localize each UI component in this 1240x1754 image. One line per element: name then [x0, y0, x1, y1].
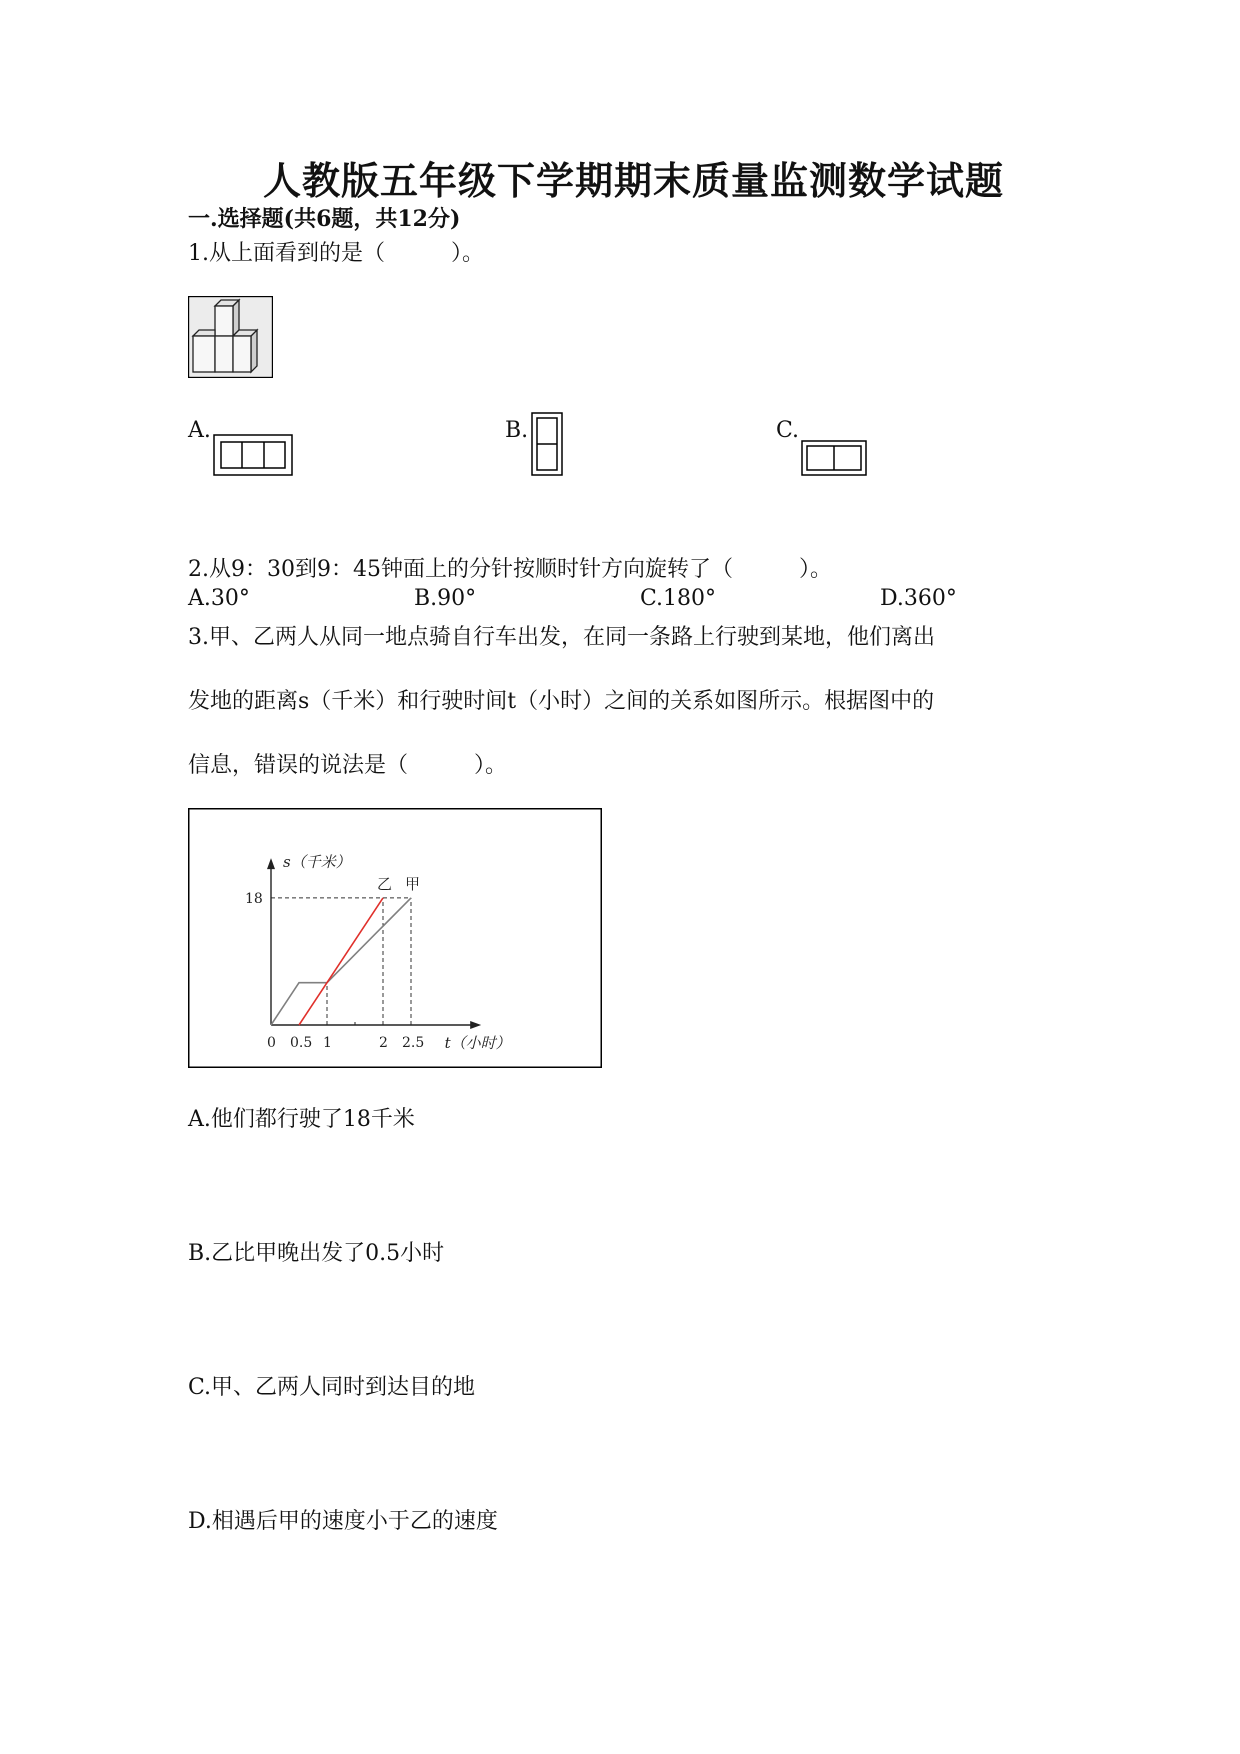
- q3-option-c: C.甲、乙两人同时到达目的地: [188, 1375, 476, 1400]
- y-axis-label: s（千米）: [283, 853, 351, 872]
- question-1-stem: 1.从上面看到的是（ ）。: [188, 241, 484, 266]
- q1-option-a-figure: [213, 434, 293, 480]
- q3-option-d: D.相遇后甲的速度小于乙的速度: [188, 1509, 498, 1534]
- q1-option-c-label: C.: [776, 418, 800, 443]
- series-label-1: 乙: [377, 874, 393, 893]
- q1-option-b-figure: [531, 412, 563, 480]
- q1-option-c-figure: [801, 440, 867, 480]
- q1-option-b-label: B.: [505, 418, 529, 443]
- x-tick-label: 0: [267, 1035, 276, 1051]
- x-tick-label: 0.5: [290, 1035, 313, 1051]
- x-tick-label: 1: [323, 1035, 332, 1051]
- y-tick-label: 18: [245, 890, 263, 907]
- q3-option-b: B.乙比甲晚出发了0.5小时: [188, 1241, 445, 1266]
- q1-option-a-label: A.: [188, 418, 211, 443]
- question-3-stem-line-2: 发地的距离s（千米）和行驶时间t（小时）之间的关系如图所示。根据图中的: [188, 689, 935, 714]
- x-axis-label: t（小时）: [444, 1034, 511, 1052]
- chart-frame: [189, 809, 602, 1068]
- q3-option-a: A.他们都行驶了18千米: [188, 1107, 415, 1132]
- section-heading: 一.选择题(共6题，共12分): [188, 206, 461, 232]
- q2-option-b: B.90°: [414, 586, 477, 611]
- question-2-stem: 2.从9：30到9：45钟面上的分针按顺时针方向旋转了（ ）。: [188, 557, 832, 582]
- series-label-0: 甲: [405, 874, 421, 893]
- question-3-stem-line-1: 3.甲、乙两人从同一地点骑自行车出发，在同一条路上行驶到某地，他们离出: [188, 625, 935, 650]
- x-tick-label: 2.5: [402, 1035, 425, 1051]
- distance-time-chart: [188, 808, 602, 1072]
- page-title: 人教版五年级下学期期末质量监测数学试题: [263, 158, 1005, 203]
- q2-option-c: C.180°: [640, 586, 717, 611]
- x-tick-label: 2: [379, 1035, 388, 1051]
- question-3-stem-line-3: 信息，错误的说法是（ ）。: [188, 753, 508, 778]
- q2-option-a: A.30°: [188, 586, 250, 611]
- cube-figure: [188, 296, 273, 382]
- q2-option-d: D.360°: [880, 586, 957, 611]
